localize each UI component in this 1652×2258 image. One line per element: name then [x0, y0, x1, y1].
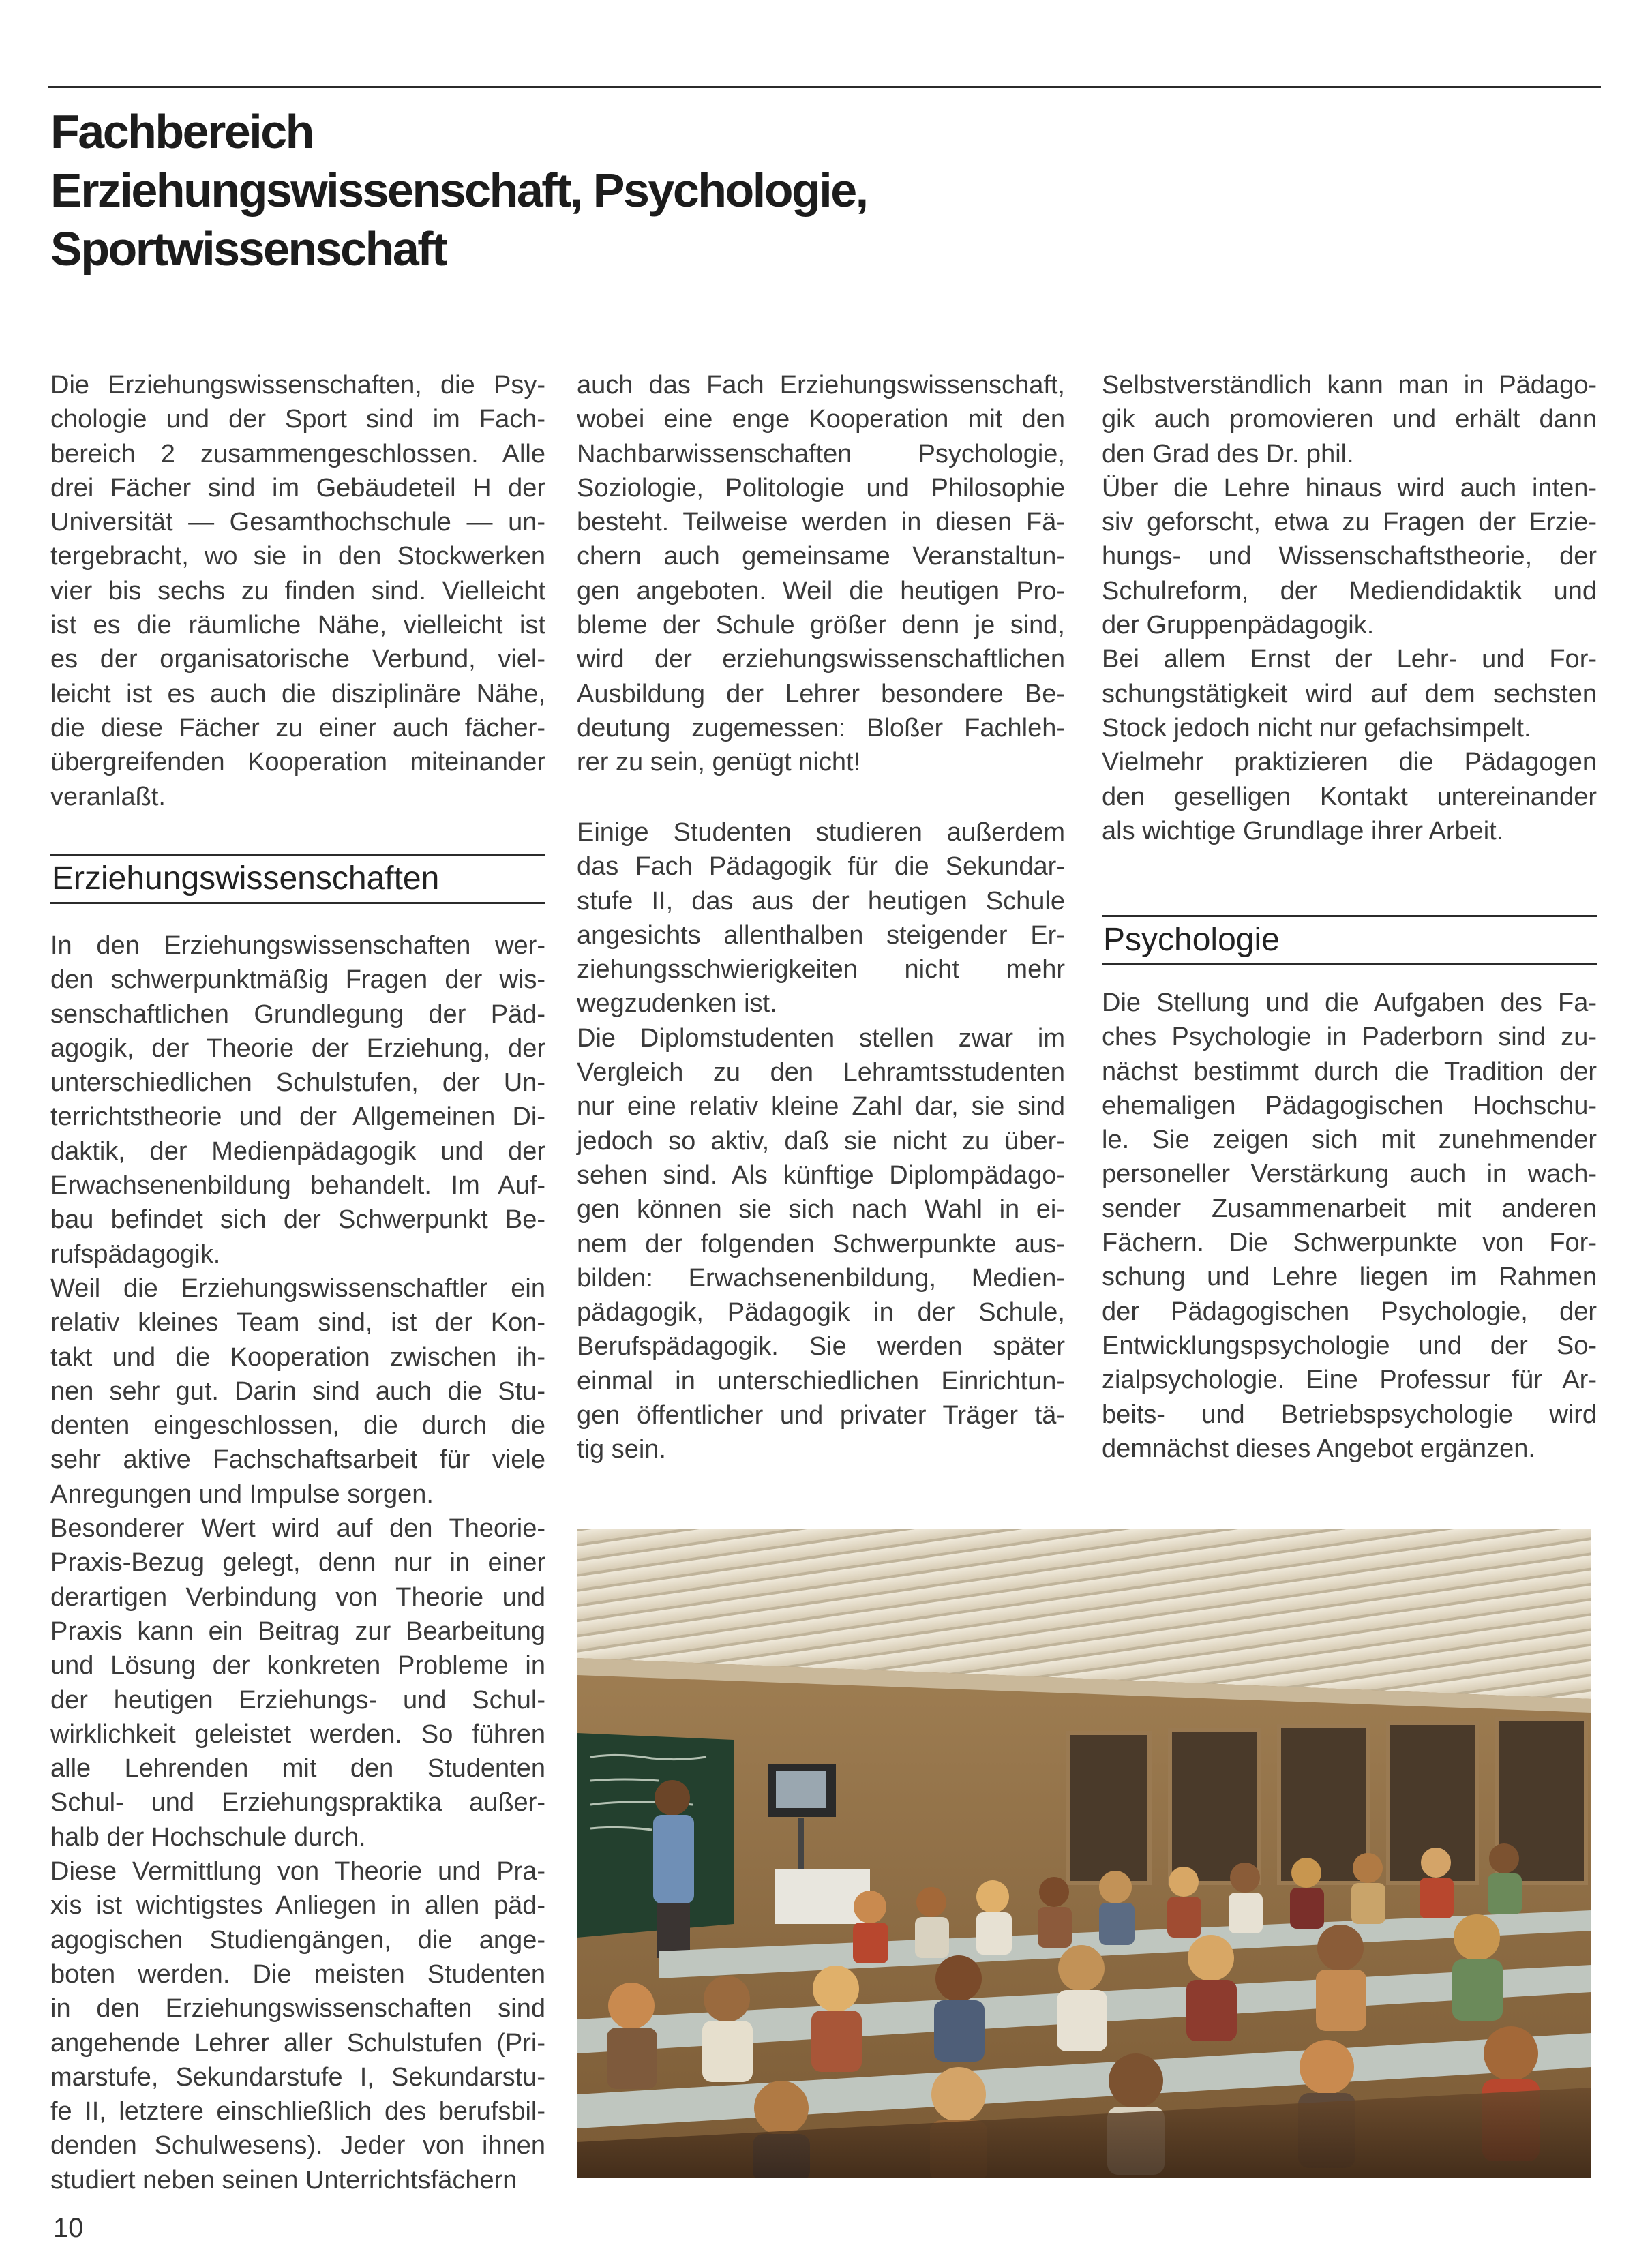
text-line: die diese Fächer zu einer auch fächer-	[50, 713, 545, 742]
text-line: beits- und Betriebspsychologie wird	[1102, 1400, 1597, 1429]
text-line: Berufspädagogik. Sie werden später	[577, 1332, 1065, 1361]
text-line: und Lösung der konkreten Probleme in	[50, 1651, 545, 1681]
top-rule	[48, 86, 1601, 88]
text-line: Die Stellung und die Aufgaben des Fa-	[1102, 989, 1597, 1017]
text-line: Praxis-Bezug gelegt, denn nur in einer	[50, 1548, 545, 1578]
erziehung-column-2b	[577, 815, 1065, 1467]
section-rule	[50, 902, 545, 904]
text-line: terrichtstheorie und der Allgemeinen Di-	[50, 1102, 545, 1132]
text-line: gen können sie sich nach Wahl in ei-	[577, 1195, 1065, 1224]
text-line: siv geforscht, etwa zu Fragen der Erzie-	[1102, 508, 1597, 537]
text-line: als wichtige Grundlage ihrer Arbeit.	[1102, 816, 1504, 845]
intro-paragraph	[50, 368, 545, 814]
text-line: gen öffentlicher und privater Träger tä-	[577, 1401, 1065, 1430]
text-line: le. Sie zeigen sich mit zunehmender	[1102, 1126, 1597, 1155]
text-line: Vergleich zu den Lehramtsstudenten	[577, 1058, 1065, 1087]
text-line: In den Erziehungswissenschaften wer-	[50, 931, 545, 960]
text-line: halb der Hochschule durch.	[50, 1822, 366, 1852]
text-line: denten eingeschlossen, die durch die	[50, 1411, 545, 1441]
text-line: besteht. Teilweise werden in diesen Fä-	[577, 508, 1065, 537]
section-title: Erziehungswissenschaften	[52, 860, 440, 897]
text-line: Fächern. Die Schwerpunkte von For-	[1102, 1229, 1597, 1258]
text-line: wegzudenken ist.	[577, 989, 777, 1019]
title-line: Sportwissenschaft	[50, 222, 446, 275]
text-line: nem der folgenden Schwerpunkte aus-	[577, 1229, 1065, 1259]
text-line: Bei allem Ernst der Lehr- und For-	[1102, 645, 1597, 674]
text-line: alle Lehrenden mit den Studenten	[50, 1754, 545, 1783]
page-number: 10	[53, 2213, 84, 2243]
text-line: wirklichkeit geleistet werden. So führen	[50, 1719, 545, 1749]
text-line: deutung zugemessen: Bloßer Fachleh-	[577, 713, 1065, 742]
text-line: Anregungen und Impulse sorgen.	[50, 1479, 434, 1509]
text-line: angesichts allenthalben steigender Er-	[577, 920, 1065, 950]
text-line: Schulreform, der Mediendidaktik und	[1102, 576, 1597, 605]
erziehung-column-3	[1102, 368, 1597, 848]
text-line: übergreifenden Kooperation miteinander	[50, 748, 545, 777]
text-line: Die Diplomstudenten stellen zwar im	[577, 1023, 1065, 1053]
text-line: demnächst dieses Angebot ergänzen.	[1102, 1434, 1535, 1463]
text-line: takt und die Kooperation zwischen ih-	[50, 1342, 545, 1372]
text-line: tergebracht, wo sie in den Stockwerken	[50, 542, 545, 571]
text-line: gen angeboten. Weil die heutigen Pro-	[577, 576, 1065, 605]
text-line: Praxis kann ein Beitrag zur Bearbeitung	[50, 1616, 545, 1646]
text-line: bereich 2 zusammengeschlossen. Alle	[50, 439, 545, 468]
text-line: Schul- und Erziehungspraktika außer-	[50, 1788, 545, 1818]
text-line: einmal in unterschiedlichen Einrichtun-	[577, 1366, 1065, 1396]
text-line: Vielmehr praktizieren die Pädagogen	[1102, 748, 1597, 777]
text-line: nächst bestimmt durch die Tradition der	[1102, 1057, 1597, 1086]
text-line: senschaftlichen Grundlegung der Päd-	[50, 999, 545, 1029]
text-line: Entwicklungspsychologie und der So-	[1102, 1331, 1597, 1360]
text-line: der heutigen Erziehungs- und Schul-	[50, 1685, 545, 1715]
text-line: wird der erziehungswissenschaftlichen	[577, 645, 1065, 674]
text-line: daktik, der Medienpädagogik und der	[50, 1136, 545, 1166]
text-line: drei Fächer sind im Gebäudeteil H der	[50, 473, 545, 502]
text-line: ziehungsschwierigkeiten nicht mehr	[577, 955, 1065, 984]
text-line: derartigen Verbindung von Theorie und	[50, 1582, 545, 1612]
title-line: Erziehungswissenschaft, Psychologie,	[50, 164, 867, 217]
text-line: leicht ist es auch die disziplinäre Nähe,	[50, 679, 545, 708]
text-line: personeller Verstärkung auch in wach-	[1102, 1160, 1597, 1189]
text-line: Weil die Erziehungswissenschaftler ein	[50, 1274, 545, 1303]
text-line: ist es die räumliche Nähe, vielleicht ist	[50, 611, 545, 640]
text-line: angehende Lehrer aller Schulstufen (Pri-	[50, 2028, 545, 2058]
text-line: den geselligen Kontakt untereinander	[1102, 782, 1597, 811]
text-line: Einige Studenten studieren außerdem	[577, 818, 1065, 847]
text-line: marstufe, Sekundarstufe I, Sekundarstu-	[50, 2062, 545, 2092]
text-line: veranlaßt.	[50, 782, 166, 811]
text-line: tig sein.	[577, 1435, 666, 1464]
text-line: bleme der Schule größer denn je sind,	[577, 611, 1065, 640]
section-rule	[1102, 963, 1597, 965]
section-heading-erziehung	[50, 854, 545, 904]
text-line: nur eine relativ kleine Zahl dar, sie sind	[577, 1092, 1065, 1122]
text-line: wobei eine enge Kooperation mit den	[577, 405, 1065, 434]
text-line: agogischen Studiengängen, die ange-	[50, 1925, 545, 1955]
text-line: bau befindet sich der Schwerpunkt Be-	[50, 1205, 545, 1235]
text-line: xis ist wichtigstes Anliegen in allen päd-	[50, 1891, 545, 1921]
text-line: ehemaligen Pädagogischen Hochschu-	[1102, 1091, 1597, 1120]
text-line: auch das Fach Erziehungswissenschaft,	[577, 371, 1065, 400]
text-line: der Pädagogischen Psychologie, der	[1102, 1297, 1597, 1326]
text-line: der Gruppenpädagogik.	[1102, 611, 1375, 640]
text-line: Soziologie, Politologie und Philosophie	[577, 473, 1065, 502]
text-line: den schwerpunktmäßig Fragen der wis-	[50, 965, 545, 995]
text-line: pädagogik, Pädagogik in der Schule,	[577, 1298, 1065, 1327]
text-line: Über die Lehre hinaus wird auch inten-	[1102, 473, 1597, 502]
text-line: Die Erziehungswissenschaften, die Psy-	[50, 371, 545, 400]
text-line: den Grad des Dr. phil.	[1102, 439, 1354, 468]
text-line: Selbstverständlich kann man in Pädago-	[1102, 371, 1597, 400]
section-heading-psychologie	[1102, 915, 1597, 965]
text-line: boten werden. Die meisten Studenten	[50, 1959, 545, 1989]
text-line: relativ kleines Team sind, ist der Kon-	[50, 1308, 545, 1338]
text-line: zialpsychologie. Eine Professur für Ar-	[1102, 1366, 1597, 1395]
text-line: fe II, letztere einschließlich des berufsbil-	[50, 2097, 545, 2126]
text-line: schung und Lehre liegen im Rahmen	[1102, 1263, 1597, 1292]
text-line: gik auch promovieren und erhält dann	[1102, 405, 1597, 434]
text-line: sender Zusammenarbeit mit anderen	[1102, 1194, 1597, 1223]
page-title	[50, 102, 1141, 278]
text-line: Nachbarwissenschaften Psychologie,	[577, 439, 1065, 468]
text-line: Erwachsenenbildung behandelt. Im Auf-	[50, 1171, 545, 1201]
text-line: denden Schulwesens). Jeder von ihnen	[50, 2131, 545, 2161]
text-line: es der organisatorische Verbund, viel-	[50, 645, 545, 674]
text-line: rer zu sein, genügt nicht!	[577, 748, 861, 777]
text-line: chern auch gemeinsame Veranstaltun-	[577, 542, 1065, 571]
text-line: stufe II, das aus der heutigen Schule	[577, 886, 1065, 916]
text-line: jedoch so aktiv, daß sie nicht zu über-	[577, 1126, 1065, 1156]
text-line: agogik, der Theorie der Erziehung, der	[50, 1034, 545, 1063]
text-line: Diese Vermittlung von Theorie und Pra-	[50, 1857, 545, 1886]
text-line: Universität — Gesamthochschule — un-	[50, 508, 545, 537]
text-line: chologie und der Sport sind im Fach-	[50, 405, 545, 434]
text-line: sehen sind. Als künftige Diplompädago-	[577, 1160, 1065, 1190]
classroom-photo	[577, 1529, 1591, 2178]
text-line: hungs- und Wissenschaftstheorie, der	[1102, 542, 1597, 571]
text-line: sehr aktive Fachschaftsarbeit für viele	[50, 1445, 545, 1475]
text-line: Besonderer Wert wird auf den Theorie-	[50, 1514, 545, 1544]
text-line: schungstätigkeit wird auf dem sechsten	[1102, 679, 1597, 708]
psychologie-text	[1102, 986, 1597, 1466]
text-line: studiert neben seinen Unterrichtsfächern	[50, 2165, 517, 2195]
text-line: Ausbildung der Lehrer besondere Be-	[577, 679, 1065, 708]
text-line: in den Erziehungswissenschaften sind	[50, 1994, 545, 2023]
text-line: unterschiedlichen Schulstufen, der Un-	[50, 1068, 545, 1098]
text-line: bilden: Erwachsenenbildung, Medien-	[577, 1263, 1065, 1293]
erziehung-column-2a	[577, 368, 1065, 780]
text-line: das Fach Pädagogik für die Sekundar-	[577, 852, 1065, 882]
section-title: Psychologie	[1103, 922, 1280, 958]
text-line: nen sehr gut. Darin sind auch die Stu-	[50, 1376, 545, 1406]
text-line: vier bis sechs zu finden sind. Vielleicht	[50, 576, 545, 605]
text-line: ches Psychologie in Paderborn sind zu-	[1102, 1023, 1597, 1052]
text-line: Stock jedoch nicht nur gefachsimpelt.	[1102, 713, 1531, 742]
erziehung-column-1	[50, 929, 545, 2197]
text-line: rufspädagogik.	[50, 1239, 221, 1269]
title-line: Fachbereich	[50, 105, 313, 158]
